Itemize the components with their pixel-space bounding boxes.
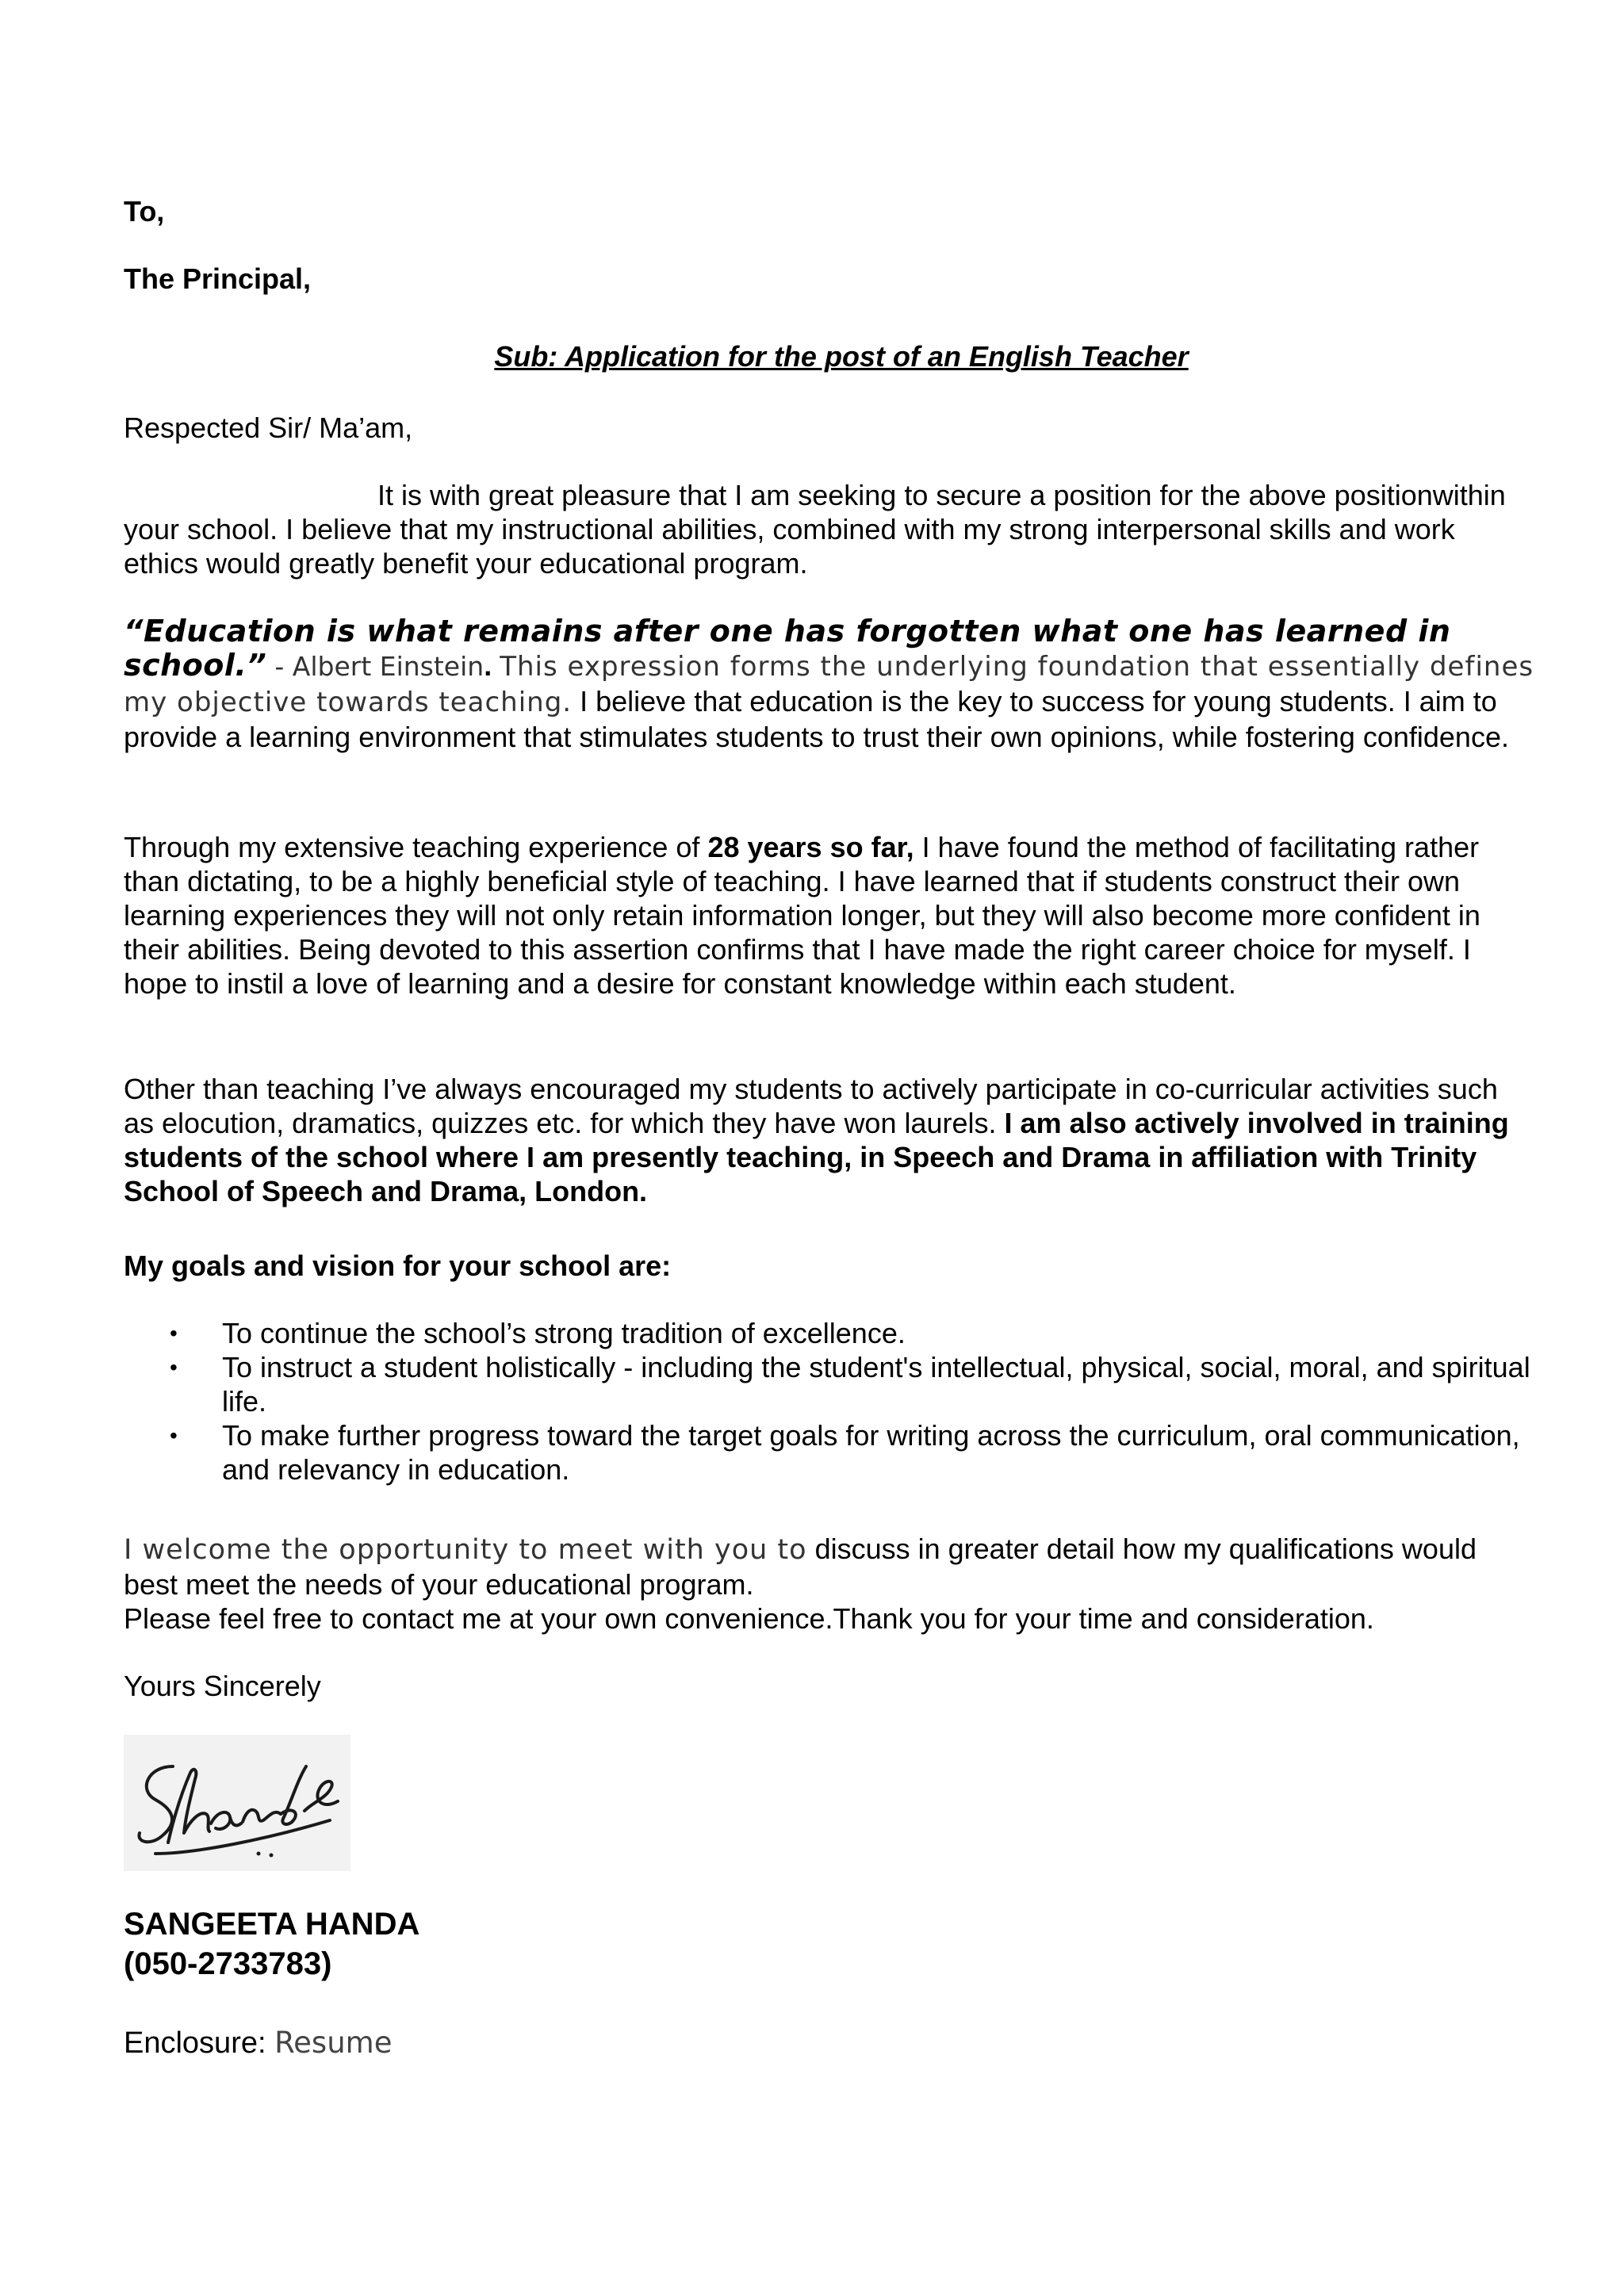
experience-text: I have found the method of facilitating rather than dictating, to be a highly beneficial style of teaching. I have learned that if students construct their own learning experiences they will not only retain information longer, but they will also become more confident in their abilities. Being devoted to this assertion confirms that I have made the right career choice for myself. I hope to instil a love of learning and a desire for constant knowledge within each student. bbox=[124, 831, 1480, 1000]
signature-dot bbox=[257, 1852, 261, 1856]
goals-list bbox=[124, 1316, 1535, 1487]
activities-highlight: I am also actively involved in training students of the school where I am presently teaching, in Speech and Drama in affiliation with Trinity School of Speech and Drama, London. bbox=[124, 1107, 1509, 1207]
closing-line2: Please feel free to contact me at your own convenience.Thank you for your time and consideration. bbox=[124, 1602, 1374, 1635]
goals-heading: My goals and vision for your school are: bbox=[124, 1249, 672, 1282]
goal-text: To continue the school’s strong tradition of excellence. bbox=[222, 1317, 906, 1349]
goal-text: To make further progress toward the target goals for writing across the curriculum, oral communication, and relevancy in education. bbox=[222, 1419, 1520, 1486]
experience-lead: Through my extensive teaching experience of bbox=[124, 831, 700, 863]
paragraph-intro-text: It is with great pleasure that I am seeking to secure a position for the above positionwithin your school. I believe that my instructional abilities, combined with my strong interpersonal skills and work ethics would greatly benefit your educational program. bbox=[124, 479, 1506, 580]
list-item bbox=[124, 1350, 1535, 1418]
paragraph-quote bbox=[124, 614, 1535, 754]
address-to: To, bbox=[124, 195, 165, 228]
paragraph-activities bbox=[124, 1072, 1535, 1208]
sender-phone: (050-2733783) bbox=[124, 1946, 332, 1981]
signature-image bbox=[124, 1735, 350, 1871]
closing-paragraph bbox=[124, 1532, 1535, 1636]
goal-text: To instruct a student holistically - including the student's intellectual, physical, social, moral, and spiritual life. bbox=[222, 1351, 1530, 1418]
quote-expression: This expression forms the underlying foundation that essentially defines my objective towards teaching. bbox=[124, 651, 1534, 718]
list-item bbox=[124, 1418, 1535, 1487]
quote-attribution: - Albert Einstein bbox=[274, 651, 485, 682]
subject-text: Sub: Application for the post of an English Teacher bbox=[494, 340, 1189, 373]
signoff: Yours Sincerely bbox=[124, 1670, 321, 1702]
einstein-quote: “Education is what remains after one has forgotten what one has learned in school.” bbox=[124, 614, 1451, 683]
paragraph-experience bbox=[124, 830, 1535, 1001]
bullet-icon: • bbox=[170, 1355, 178, 1380]
list-item bbox=[124, 1316, 1535, 1350]
enclosure-value: Resume bbox=[274, 2026, 393, 2060]
closing-lead: I welcome the opportunity to meet with you to bbox=[124, 1534, 807, 1566]
enclosure-label: Enclosure: bbox=[124, 2026, 266, 2060]
paragraph-intro bbox=[124, 478, 1535, 580]
activities-lead: Other than teaching I’ve always encouraged my students to actively participate in co-curricular activities such as elocution, dramatics, quizzes etc. for which they have won laurels. bbox=[124, 1073, 1498, 1139]
attribution-period: . bbox=[484, 649, 492, 682]
experience-years: 28 years so far, bbox=[707, 831, 914, 863]
bullet-icon: • bbox=[170, 1321, 178, 1345]
sender-name: SANGEETA HANDA bbox=[124, 1907, 420, 1942]
paragraph-quote-text: I believe that education is the key to success for young students. I aim to provide a learning environment that stimulates students to trust their own opinions, while fostering confidence. bbox=[124, 685, 1509, 753]
subject-line bbox=[124, 339, 1535, 373]
salutation: Respected Sir/ Ma’am, bbox=[124, 411, 413, 444]
enclosure-line bbox=[124, 2026, 1535, 2061]
closing-text: discuss in greater detail how my qualifications would best meet the needs of your educational program. bbox=[124, 1533, 1477, 1601]
bullet-icon: • bbox=[170, 1423, 178, 1448]
signature-dot bbox=[270, 1854, 274, 1858]
recipient: The Principal, bbox=[124, 262, 312, 295]
